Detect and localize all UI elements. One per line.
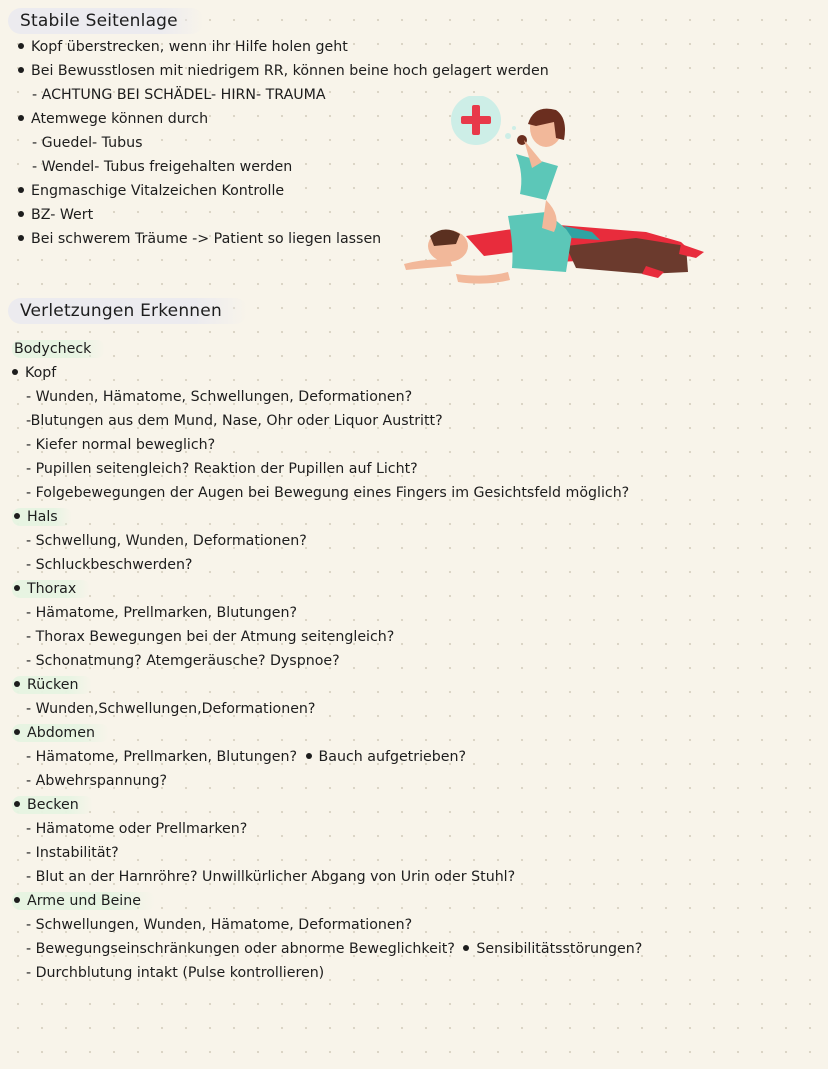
bullet-icon [14, 585, 20, 591]
subtitle-bodycheck: Bodycheck [12, 339, 105, 359]
list-item: - Folgebewegungen der Augen bei Bewegung eines Fingers im Gesichtsfeld möglich? [26, 485, 630, 501]
bullet-icon [14, 897, 20, 903]
list-item: Arme und Beine [12, 891, 155, 911]
list-item: - Schwellung, Wunden, Deformationen? [26, 533, 307, 549]
list-item: - ACHTUNG BEI SCHÄDEL- HIRN- TRAUMA [32, 87, 326, 103]
list-item: Engmaschige Vitalzeichen Kontrolle [18, 181, 284, 201]
list-item: - Wendel- Tubus freigehalten werden [32, 159, 293, 175]
bullet-icon [12, 369, 18, 375]
bullet-icon [18, 211, 24, 217]
bullet-icon [18, 115, 24, 121]
list-item: - Schluckbeschwerden? [26, 557, 193, 573]
list-item: - Schonatmung? Atemgeräusche? Dyspnoe? [26, 653, 340, 669]
list-item: - Wunden,Schwellungen,Deformationen? [26, 701, 316, 717]
list-item: Kopf überstrecken, wenn ihr Hilfe holen geht [18, 37, 348, 57]
list-item: - Wunden, Hämatome, Schwellungen, Deformationen? [26, 389, 413, 405]
list-item: Kopf [12, 363, 56, 383]
bullet-icon [14, 513, 20, 519]
bullet-icon [18, 43, 24, 49]
bullet-icon [463, 945, 469, 951]
list-item: Bei schwerem Träume -> Patient so liegen lassen [18, 229, 381, 249]
list-item: - Durchblutung intakt (Pulse kontrollieren) [26, 965, 325, 981]
list-item: - Kiefer normal beweglich? [26, 437, 216, 453]
list-item: - Thorax Bewegungen bei der Atmung seitengleich? [26, 629, 395, 645]
list-item: - Pupillen seitengleich? Reaktion der Pupillen auf Licht? [26, 461, 418, 477]
list-item: Rücken [12, 675, 92, 695]
bullet-icon [18, 187, 24, 193]
bullet-icon [306, 753, 312, 759]
section-title-stabile-seitenlage: Stabile Seitenlage [8, 8, 204, 34]
list-item: BZ- Wert [18, 205, 93, 225]
list-item: - Schwellungen, Wunden, Hämatome, Deformationen? [26, 917, 413, 933]
bullet-icon [18, 235, 24, 241]
list-item: Becken [12, 795, 93, 815]
list-item: - Bewegungseinschränkungen oder abnorme Beweglichkeit? Sensibilitätsstörungen? [26, 941, 643, 957]
list-item: Thorax [12, 579, 90, 599]
list-item: -Blutungen aus dem Mund, Nase, Ohr oder Liquor Austritt? [26, 413, 443, 429]
list-item: - Abwehrspannung? [26, 773, 168, 789]
list-item: Abdomen [12, 723, 109, 743]
first-aid-cross-icon [451, 96, 501, 145]
list-item: - Guedel- Tubus [32, 135, 143, 151]
list-item: - Instabilität? [26, 845, 119, 861]
first-aid-illustration [396, 96, 712, 292]
section-title-verletzungen-erkennen: Verletzungen Erkennen [8, 298, 248, 324]
list-item: Atemwege können durch [18, 109, 208, 129]
list-item: Bei Bewusstlosen mit niedrigem RR, können beine hoch gelagert werden [18, 61, 549, 81]
bullet-icon [14, 729, 20, 735]
list-item: - Hämatome, Prellmarken, Blutungen? Bauch aufgetrieben? [26, 749, 467, 765]
bullet-icon [14, 801, 20, 807]
list-item: - Blut an der Harnröhre? Unwillkürlicher Abgang von Urin oder Stuhl? [26, 869, 516, 885]
bullet-icon [18, 67, 24, 73]
list-item: - Hämatome, Prellmarken, Blutungen? [26, 605, 298, 621]
bullet-icon [14, 681, 20, 687]
list-item: - Hämatome oder Prellmarken? [26, 821, 248, 837]
list-item: Hals [12, 507, 72, 527]
